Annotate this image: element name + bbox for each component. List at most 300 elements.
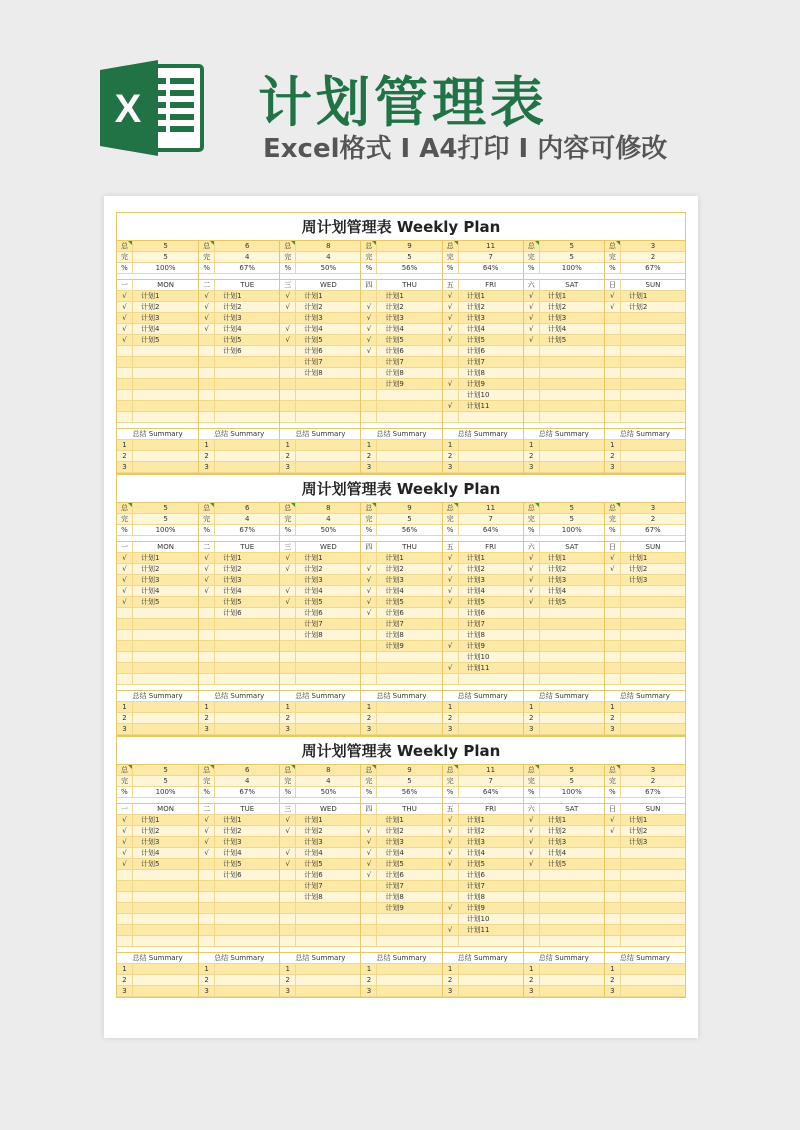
row-value-cell[interactable] [540,903,604,913]
row-label-cell[interactable]: 完 [280,776,296,786]
row-value-cell[interactable]: 5 [163,766,168,774]
row-label-cell[interactable] [117,368,133,378]
row-label-cell[interactable]: 2 [199,451,215,461]
row-label-cell[interactable]: 五 [443,542,459,552]
row-label-cell[interactable]: √ [199,848,215,858]
row-value-cell[interactable]: 计划3 [141,314,160,322]
row-value-cell[interactable] [540,630,604,640]
row-value-cell[interactable] [621,848,685,858]
row-label-cell[interactable] [117,925,133,935]
row-value-cell[interactable]: 计划8 [466,631,486,639]
row-value-cell[interactable] [621,630,685,640]
row-value-cell[interactable] [621,925,685,935]
row-value-cell[interactable] [296,914,360,924]
row-value-cell[interactable]: TUE [240,805,255,813]
row-value-cell[interactable] [296,964,360,974]
row-value-cell[interactable]: 50% [320,264,337,272]
row-label-cell[interactable] [361,619,377,629]
row-label-cell[interactable]: 二 [199,542,215,552]
row-label-cell[interactable] [280,674,296,684]
row-label-cell[interactable] [443,346,459,356]
row-value-cell[interactable]: 计划5 [466,860,486,868]
row-value-cell[interactable] [296,641,360,651]
row-value-cell[interactable]: 计划11 [466,926,490,934]
row-value-cell[interactable] [296,401,360,411]
row-value-cell[interactable]: 计划1 [628,554,648,562]
row-value-cell[interactable] [621,586,685,596]
row-value-cell[interactable] [540,713,604,723]
row-label-cell[interactable] [443,608,459,618]
row-value-cell[interactable] [459,724,523,734]
row-value-cell[interactable] [377,713,441,723]
row-value-cell[interactable] [540,724,604,734]
row-label-cell[interactable]: √ [280,826,296,836]
row-label-cell[interactable] [605,641,621,651]
row-value-cell[interactable]: 计划3 [547,576,567,584]
row-value-cell[interactable]: 5 [569,777,574,785]
row-value-cell[interactable]: THU [402,805,417,813]
row-value-cell[interactable]: WED [319,543,337,551]
row-label-cell[interactable] [199,357,215,367]
row-label-cell[interactable]: √ [524,597,540,607]
row-label-cell[interactable]: 1 [280,964,296,974]
row-label-cell[interactable] [605,674,621,684]
row-value-cell[interactable]: 计划4 [466,325,486,333]
row-value-cell[interactable]: 计划3 [466,314,486,322]
row-label-cell[interactable]: √ [524,815,540,825]
row-label-cell[interactable]: √ [361,575,377,585]
row-value-cell[interactable] [133,630,198,640]
row-label-cell[interactable]: 1 [199,964,215,974]
row-label-cell[interactable] [361,630,377,640]
row-value-cell[interactable]: SAT [565,805,579,813]
row-value-cell[interactable]: 计划2 [466,303,486,311]
row-value-cell[interactable]: 计划5 [547,598,567,606]
row-label-cell[interactable]: √ [524,859,540,869]
row-value-cell[interactable]: 56% [401,264,418,272]
row-label-cell[interactable]: 完 [524,252,540,262]
row-value-cell[interactable] [621,451,685,461]
row-value-cell[interactable]: 计划2 [223,565,242,573]
row-value-cell[interactable]: 67% [239,788,255,796]
row-value-cell[interactable] [215,702,279,712]
row-label-cell[interactable]: 2 [199,975,215,985]
row-label-cell[interactable] [443,619,459,629]
row-label-cell[interactable] [199,859,215,869]
row-label-cell[interactable]: √ [443,826,459,836]
row-value-cell[interactable]: 计划1 [466,554,486,562]
row-label-cell[interactable]: 完 [361,776,377,786]
row-label-cell[interactable]: √ [361,597,377,607]
row-value-cell[interactable]: 4 [326,515,331,523]
row-label-cell[interactable]: √ [361,870,377,880]
row-label-cell[interactable]: √ [443,401,459,411]
row-label-cell[interactable] [361,936,377,946]
row-label-cell[interactable]: √ [443,324,459,334]
row-value-cell[interactable]: 计划3 [304,314,323,322]
row-value-cell[interactable] [215,975,279,985]
row-label-cell[interactable]: % [524,263,540,273]
row-label-cell[interactable]: √ [117,553,133,563]
row-label-cell[interactable]: √ [199,575,215,585]
row-label-cell[interactable] [361,357,377,367]
row-value-cell[interactable] [133,379,198,389]
row-value-cell[interactable] [215,652,279,662]
row-label-cell[interactable]: √ [524,291,540,301]
row-label-cell[interactable] [280,619,296,629]
row-value-cell[interactable]: 计划1 [628,292,648,300]
row-value-cell[interactable]: 计划2 [466,565,486,573]
row-value-cell[interactable] [540,390,604,400]
row-label-cell[interactable] [524,346,540,356]
row-label-cell[interactable]: √ [443,815,459,825]
row-label-cell[interactable] [117,663,133,673]
row-label-cell[interactable] [605,903,621,913]
row-value-cell[interactable]: 计划4 [223,325,242,333]
row-label-cell[interactable]: 2 [117,451,133,461]
row-label-cell[interactable]: 3 [117,462,133,472]
row-value-cell[interactable] [296,986,360,996]
row-label-cell[interactable]: √ [605,291,621,301]
row-label-cell[interactable] [443,892,459,902]
row-value-cell[interactable]: 6 [244,766,250,774]
row-value-cell[interactable]: 计划4 [141,849,160,857]
row-value-cell[interactable] [133,440,198,450]
row-value-cell[interactable]: 67% [645,526,661,534]
row-value-cell[interactable]: 计划5 [141,598,160,606]
row-value-cell[interactable]: 64% [482,526,499,534]
row-value-cell[interactable]: 计划1 [466,292,486,300]
row-label-cell[interactable] [199,368,215,378]
row-label-cell[interactable] [524,390,540,400]
row-value-cell[interactable]: 2 [650,515,656,523]
row-value-cell[interactable]: 9 [407,242,412,250]
row-label-cell[interactable]: √ [199,826,215,836]
row-value-cell[interactable]: 计划6 [466,347,486,355]
row-label-cell[interactable]: √ [605,553,621,563]
row-label-cell[interactable]: 2 [280,451,296,461]
row-value-cell[interactable]: 计划7 [385,620,404,628]
row-label-cell[interactable]: √ [117,848,133,858]
row-value-cell[interactable]: 7 [488,777,493,785]
row-label-cell[interactable]: √ [443,564,459,574]
row-label-cell[interactable] [361,390,377,400]
row-label-cell[interactable]: 2 [280,975,296,985]
row-value-cell[interactable]: SAT [565,281,579,289]
row-value-cell[interactable]: 5 [569,504,574,512]
row-label-cell[interactable]: √ [524,575,540,585]
row-value-cell[interactable]: 计划5 [385,860,404,868]
row-value-cell[interactable]: 67% [645,788,661,796]
row-value-cell[interactable]: 计划5 [141,860,160,868]
row-value-cell[interactable]: 计划2 [466,827,486,835]
row-value-cell[interactable]: 计划5 [385,336,404,344]
row-label-cell[interactable]: % [605,525,621,535]
row-value-cell[interactable] [296,975,360,985]
row-label-cell[interactable]: 2 [443,713,459,723]
row-value-cell[interactable] [215,440,279,450]
row-value-cell[interactable]: 计划5 [466,598,486,606]
row-label-cell[interactable] [443,630,459,640]
row-value-cell[interactable] [621,335,685,345]
row-label-cell[interactable]: % [117,787,133,797]
row-label-cell[interactable]: √ [361,586,377,596]
row-value-cell[interactable]: 计划6 [304,871,323,879]
row-value-cell[interactable] [215,663,279,673]
row-value-cell[interactable] [133,346,198,356]
row-value-cell[interactable] [621,357,685,367]
row-label-cell[interactable]: √ [524,586,540,596]
row-label-cell[interactable] [117,619,133,629]
row-label-cell[interactable]: 1 [443,964,459,974]
row-label-cell[interactable] [524,641,540,651]
row-value-cell[interactable] [621,346,685,356]
row-label-cell[interactable]: 一 [117,542,133,552]
row-value-cell[interactable] [377,964,441,974]
row-label-cell[interactable]: √ [443,553,459,563]
row-value-cell[interactable] [377,390,441,400]
row-value-cell[interactable] [540,451,604,461]
row-value-cell[interactable] [621,975,685,985]
row-value-cell[interactable] [215,724,279,734]
row-label-cell[interactable]: √ [361,826,377,836]
row-value-cell[interactable] [540,368,604,378]
row-value-cell[interactable]: 计划5 [223,860,242,868]
row-label-cell[interactable]: 三 [280,280,296,290]
row-label-cell[interactable] [199,936,215,946]
row-label-cell[interactable] [361,641,377,651]
row-label-cell[interactable]: 四 [361,804,377,814]
row-label-cell[interactable] [280,881,296,891]
row-value-cell[interactable]: 计划9 [385,380,404,388]
row-value-cell[interactable]: 计划5 [223,336,242,344]
row-label-cell[interactable]: 3 [443,986,459,996]
row-label-cell[interactable]: 日 [605,542,621,552]
row-label-cell[interactable] [605,859,621,869]
row-label-cell[interactable]: % [443,787,459,797]
row-label-cell[interactable]: 3 [361,986,377,996]
row-value-cell[interactable] [540,870,604,880]
row-value-cell[interactable] [215,390,279,400]
row-value-cell[interactable]: 计划4 [223,849,242,857]
row-value-cell[interactable]: SUN [645,543,661,551]
row-label-cell[interactable] [280,925,296,935]
row-value-cell[interactable]: 9 [407,766,412,774]
row-label-cell[interactable]: 总 [361,503,377,513]
row-label-cell[interactable]: 总 [199,765,215,775]
row-value-cell[interactable] [459,451,523,461]
row-label-cell[interactable] [199,630,215,640]
row-value-cell[interactable] [621,313,685,323]
row-value-cell[interactable]: 计划1 [628,816,648,824]
row-value-cell[interactable]: 计划2 [385,303,404,311]
row-value-cell[interactable]: 64% [482,788,499,796]
row-label-cell[interactable] [443,674,459,684]
row-label-cell[interactable] [199,925,215,935]
row-label-cell[interactable] [605,914,621,924]
row-label-cell[interactable]: √ [524,826,540,836]
row-value-cell[interactable]: 计划6 [385,347,404,355]
row-label-cell[interactable] [199,401,215,411]
row-label-cell[interactable]: 总 [280,503,296,513]
row-value-cell[interactable]: 5 [163,515,168,523]
row-label-cell[interactable] [605,936,621,946]
row-value-cell[interactable] [621,724,685,734]
row-label-cell[interactable] [280,652,296,662]
row-value-cell[interactable]: 计划1 [304,292,323,300]
row-value-cell[interactable] [296,713,360,723]
row-label-cell[interactable]: 总 [280,765,296,775]
row-label-cell[interactable]: √ [361,302,377,312]
row-label-cell[interactable]: √ [280,859,296,869]
row-label-cell[interactable] [443,390,459,400]
row-value-cell[interactable]: 5 [163,504,168,512]
row-value-cell[interactable]: 100% [561,264,582,272]
row-value-cell[interactable] [540,608,604,618]
row-label-cell[interactable]: 完 [524,776,540,786]
row-label-cell[interactable] [605,848,621,858]
row-label-cell[interactable]: 完 [361,514,377,524]
row-label-cell[interactable]: % [199,263,215,273]
row-value-cell[interactable] [133,702,198,712]
row-label-cell[interactable] [361,881,377,891]
row-label-cell[interactable]: 1 [605,964,621,974]
row-label-cell[interactable]: √ [280,335,296,345]
row-value-cell[interactable]: 计划7 [304,882,323,890]
row-value-cell[interactable]: TUE [240,281,255,289]
row-label-cell[interactable] [117,903,133,913]
row-label-cell[interactable]: √ [117,291,133,301]
row-label-cell[interactable]: 二 [199,280,215,290]
row-label-cell[interactable] [361,553,377,563]
row-value-cell[interactable] [296,451,360,461]
row-label-cell[interactable]: 3 [524,724,540,734]
row-value-cell[interactable]: 56% [401,526,418,534]
row-label-cell[interactable] [280,357,296,367]
row-label-cell[interactable] [199,390,215,400]
row-value-cell[interactable]: 64% [482,264,499,272]
row-label-cell[interactable] [524,663,540,673]
row-label-cell[interactable] [280,641,296,651]
row-label-cell[interactable] [605,892,621,902]
row-label-cell[interactable] [361,892,377,902]
row-value-cell[interactable] [133,663,198,673]
row-value-cell[interactable] [377,412,441,422]
row-value-cell[interactable] [133,724,198,734]
row-label-cell[interactable]: √ [117,586,133,596]
row-value-cell[interactable]: 5 [407,515,412,523]
row-value-cell[interactable] [621,881,685,891]
row-value-cell[interactable] [621,936,685,946]
row-label-cell[interactable]: 2 [524,451,540,461]
row-value-cell[interactable]: 计划3 [223,838,242,846]
row-label-cell[interactable]: 3 [199,724,215,734]
row-label-cell[interactable]: 2 [280,713,296,723]
row-value-cell[interactable]: 2 [650,253,656,261]
row-value-cell[interactable]: 计划1 [304,816,323,824]
row-value-cell[interactable] [133,674,198,684]
row-label-cell[interactable]: √ [361,313,377,323]
row-label-cell[interactable]: √ [361,564,377,574]
row-value-cell[interactable] [296,663,360,673]
row-label-cell[interactable] [280,390,296,400]
row-label-cell[interactable]: √ [199,586,215,596]
row-label-cell[interactable]: √ [443,379,459,389]
row-value-cell[interactable]: 2 [650,777,656,785]
row-label-cell[interactable]: √ [280,815,296,825]
row-label-cell[interactable]: 一 [117,804,133,814]
row-value-cell[interactable]: WED [319,281,337,289]
row-value-cell[interactable] [621,964,685,974]
row-value-cell[interactable]: 计划2 [223,303,242,311]
row-value-cell[interactable]: 计划3 [466,576,486,584]
row-label-cell[interactable] [524,630,540,640]
row-label-cell[interactable] [605,368,621,378]
row-value-cell[interactable] [540,346,604,356]
row-label-cell[interactable] [117,652,133,662]
row-value-cell[interactable] [459,674,523,684]
row-label-cell[interactable]: √ [443,663,459,673]
row-value-cell[interactable]: 计划8 [304,369,323,377]
row-label-cell[interactable]: √ [117,815,133,825]
row-label-cell[interactable] [280,608,296,618]
row-label-cell[interactable]: √ [443,313,459,323]
row-value-cell[interactable] [215,641,279,651]
row-value-cell[interactable] [296,724,360,734]
row-label-cell[interactable]: 总 [443,765,459,775]
row-value-cell[interactable] [621,412,685,422]
row-value-cell[interactable]: 计划2 [547,827,567,835]
row-value-cell[interactable]: 7 [488,253,493,261]
row-label-cell[interactable] [524,674,540,684]
row-label-cell[interactable]: √ [199,564,215,574]
row-value-cell[interactable]: 计划6 [304,347,323,355]
row-value-cell[interactable]: 计划6 [223,609,242,617]
row-value-cell[interactable] [540,440,604,450]
row-label-cell[interactable] [117,379,133,389]
row-label-cell[interactable]: 总 [361,765,377,775]
row-value-cell[interactable]: 计划3 [547,838,567,846]
row-value-cell[interactable] [296,903,360,913]
row-label-cell[interactable]: 3 [199,986,215,996]
row-value-cell[interactable] [621,379,685,389]
row-label-cell[interactable] [361,663,377,673]
row-label-cell[interactable]: % [117,525,133,535]
row-label-cell[interactable]: 3 [280,986,296,996]
row-label-cell[interactable] [605,379,621,389]
row-label-cell[interactable] [117,892,133,902]
row-value-cell[interactable]: 计划6 [385,609,404,617]
row-label-cell[interactable]: 总 [280,241,296,251]
row-label-cell[interactable]: 总 [199,241,215,251]
row-value-cell[interactable] [621,401,685,411]
row-label-cell[interactable] [117,346,133,356]
row-label-cell[interactable]: 二 [199,804,215,814]
row-value-cell[interactable]: 5 [569,766,574,774]
row-value-cell[interactable]: 计划4 [304,587,323,595]
row-label-cell[interactable]: 总 [605,503,621,513]
row-value-cell[interactable] [377,975,441,985]
row-value-cell[interactable] [540,881,604,891]
row-label-cell[interactable] [199,597,215,607]
row-value-cell[interactable] [621,619,685,629]
row-value-cell[interactable] [377,674,441,684]
row-label-cell[interactable] [524,936,540,946]
row-value-cell[interactable] [133,914,198,924]
row-label-cell[interactable] [199,870,215,880]
row-label-cell[interactable]: % [280,263,296,273]
row-label-cell[interactable]: 1 [199,702,215,712]
